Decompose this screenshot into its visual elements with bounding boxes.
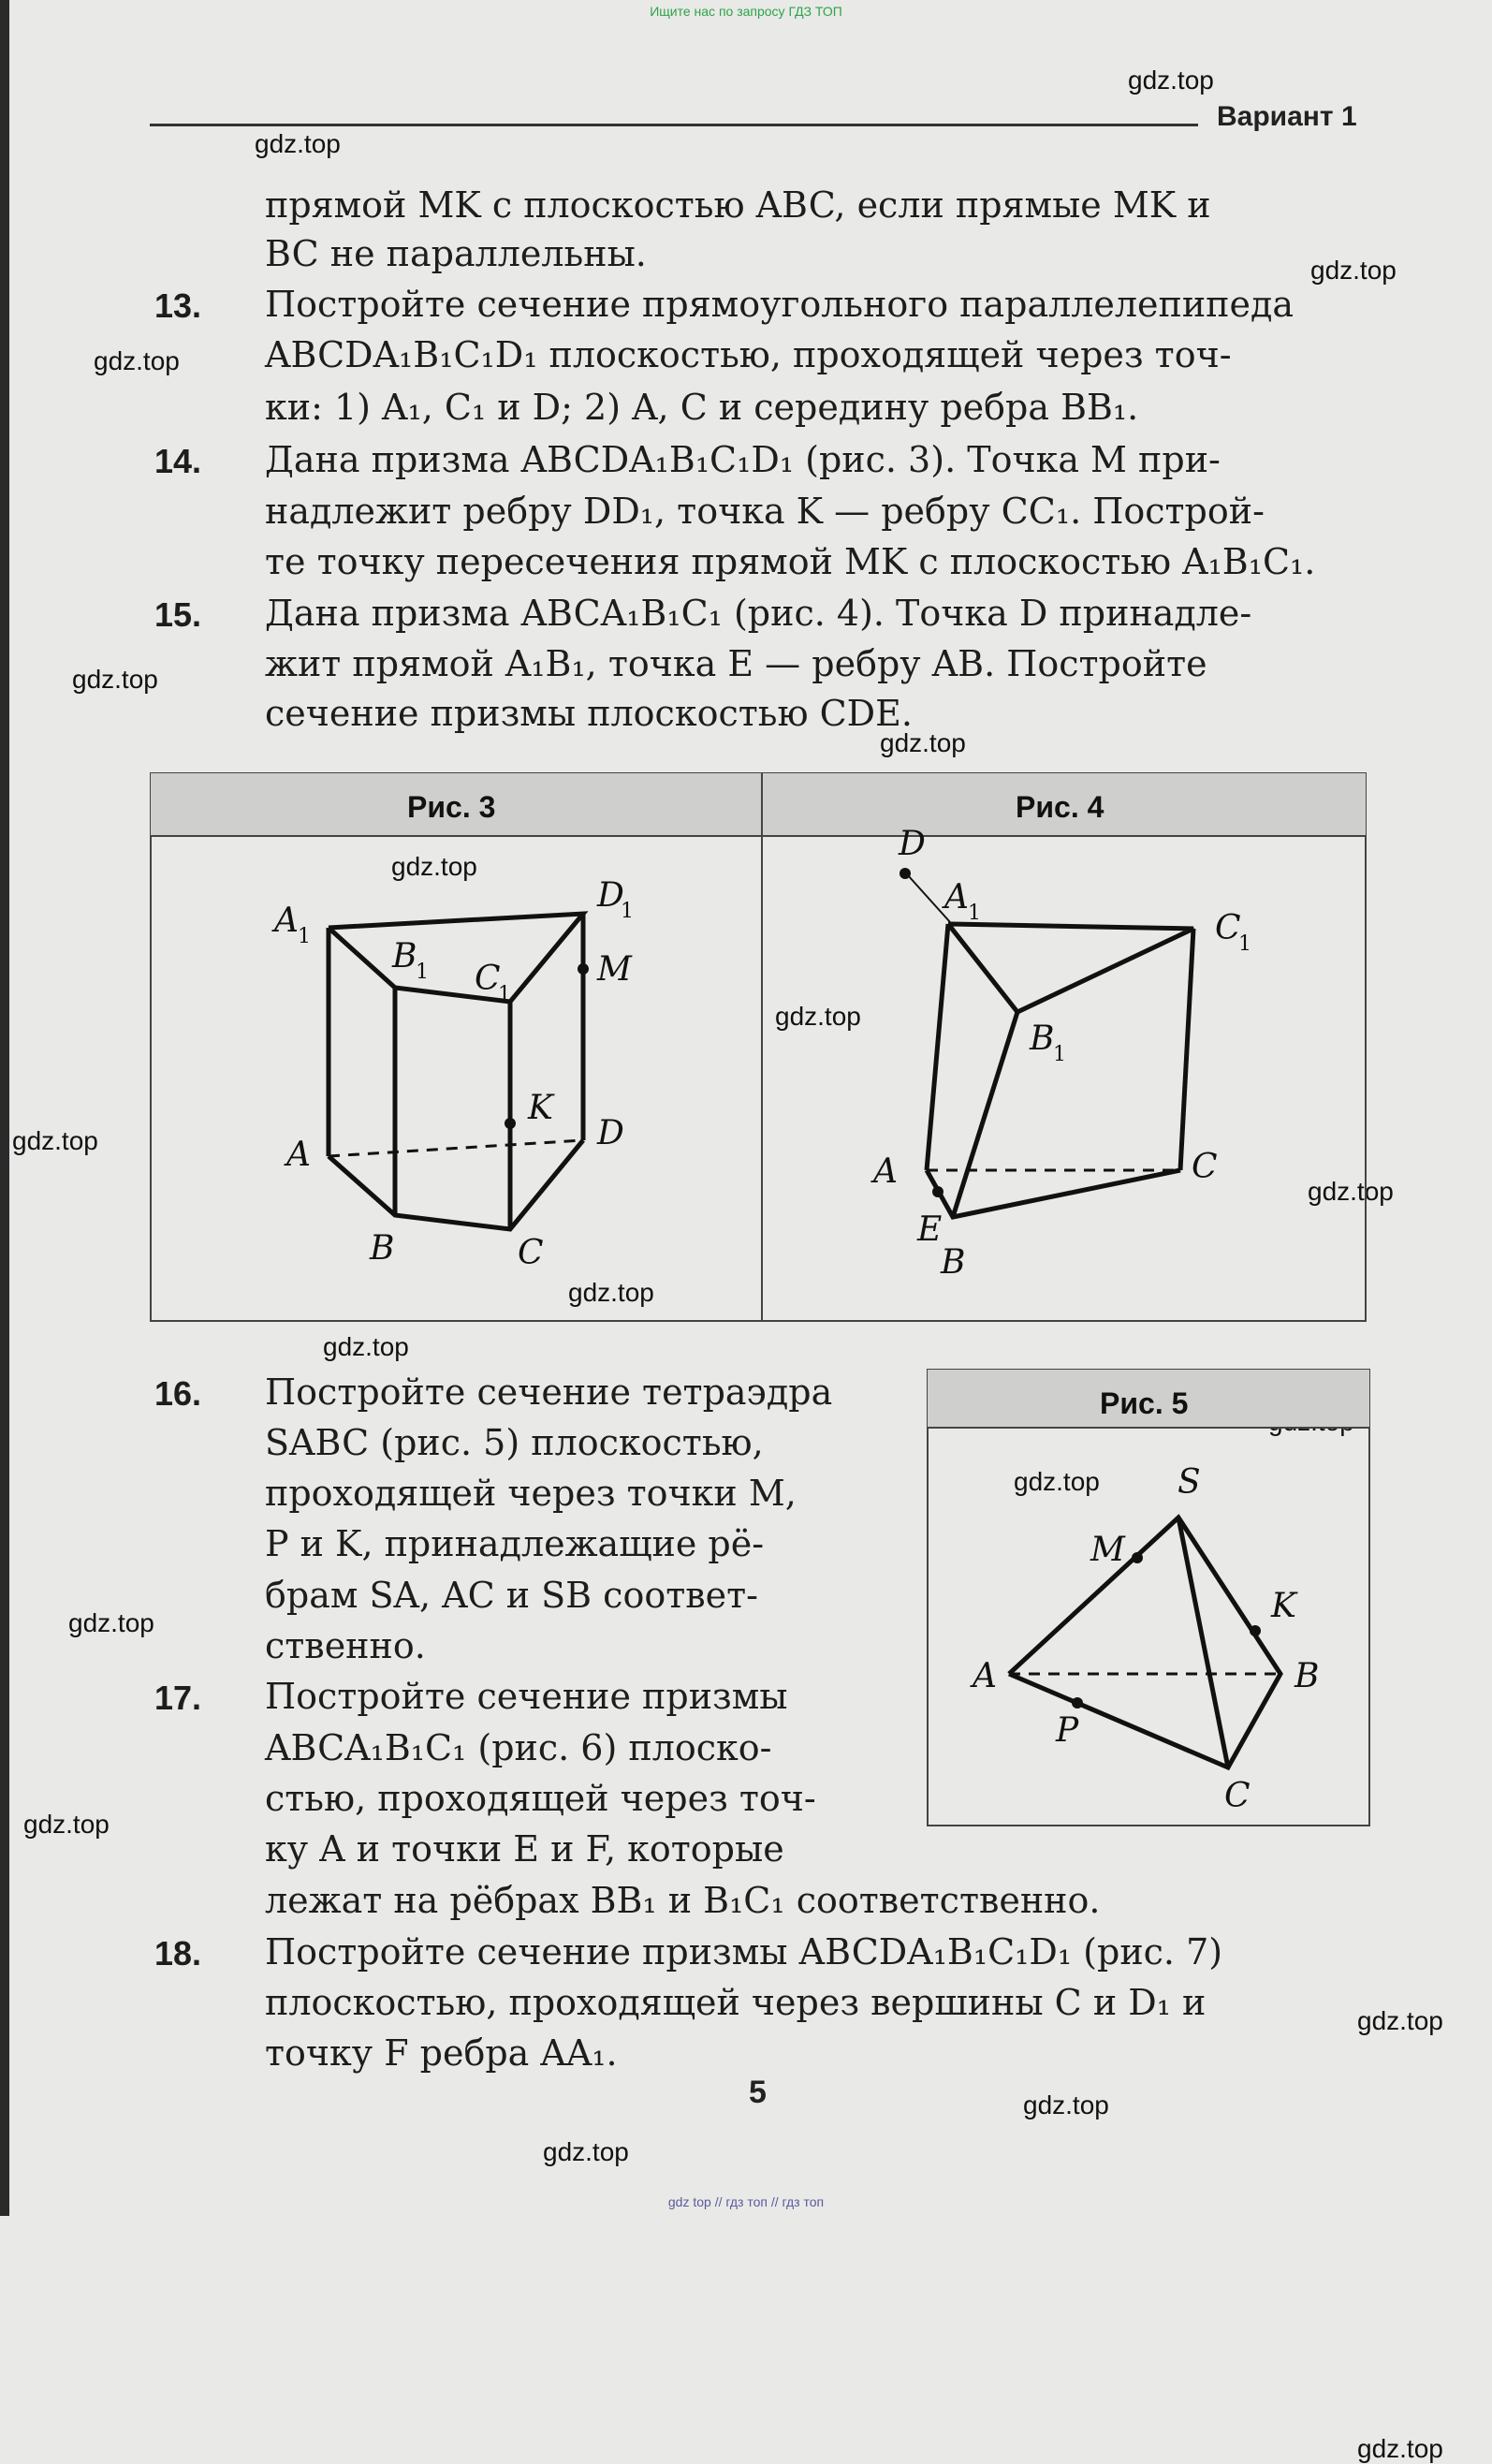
label-A: A	[873, 1152, 898, 1191]
watermark: gdz.top	[323, 1332, 409, 1361]
label-C1: C	[475, 960, 501, 998]
text-line: Постройте сечение призмы ABCDA₁B₁C₁D₁ (рис. 7)	[265, 1931, 1223, 1973]
watermark: gdz.top	[391, 852, 477, 881]
point-K	[1250, 1625, 1261, 1636]
point-E	[932, 1186, 943, 1197]
watermark: gdz.top	[1308, 1177, 1394, 1206]
fig3-title: Рис. 3	[407, 790, 496, 824]
text-line: надлежит ребру DD₁, точка K — ребру CC₁. Построй-	[265, 491, 1265, 532]
text-line: Постройте сечение призмы	[265, 1676, 788, 1717]
watermark: gdz.top	[72, 665, 158, 694]
label-E: E	[917, 1210, 943, 1249]
watermark: gdz.top	[1014, 1467, 1100, 1496]
point-D	[900, 868, 911, 879]
fig3-prism	[329, 914, 583, 1229]
label-D: D	[899, 825, 926, 863]
problem-number: 17.	[154, 1679, 202, 1717]
text-line: проходящей через точки M,	[265, 1473, 797, 1514]
page-number: 5	[749, 2075, 767, 2110]
label-B: B	[1295, 1657, 1320, 1695]
label-A1: A	[944, 878, 969, 917]
text-line: точку F ребра AA₁.	[265, 2032, 618, 2074]
label-K: K	[528, 1089, 553, 1127]
label-sub: 1	[1238, 932, 1251, 956]
text-line: лежат на рёбрах BB₁ и B₁C₁ соответственно.	[265, 1880, 1101, 1921]
label-A: A	[286, 1136, 311, 1174]
label-A1: A	[274, 902, 299, 940]
text-line: прямой MK с плоскостью ABC, если прямые MK и	[265, 184, 1211, 226]
watermark: gdz.top	[1128, 66, 1214, 95]
text-line: ственно.	[265, 1625, 426, 1666]
text-line: жит прямой A₁B₁, точка E — ребру AB. Постройте	[265, 643, 1207, 684]
label-C: C	[1192, 1148, 1218, 1186]
label-B: B	[941, 1243, 966, 1282]
label-M: M	[597, 950, 632, 989]
watermark: gdz.top	[880, 728, 966, 757]
text-line: ку A и точки E и F, которые	[265, 1828, 784, 1870]
problem-number: 13.	[154, 286, 202, 325]
text-line: сечение призмы плоскостью CDE.	[265, 693, 913, 734]
label-sub: 1	[416, 961, 429, 984]
label-A: A	[973, 1657, 997, 1695]
label-D: D	[597, 1114, 624, 1152]
page-edge	[0, 0, 9, 2216]
label-sub: 1	[968, 902, 981, 925]
label-sub: 1	[298, 925, 311, 948]
bottom-banner: gdz top // гдз топ // гдз топ	[667, 2194, 825, 2209]
text-line: Постройте сечение тетраэдра	[265, 1371, 833, 1413]
label-M: M	[1090, 1531, 1125, 1569]
text-line: плоскостью, проходящей через вершины C и D₁ и	[265, 1982, 1207, 2023]
label-sub: 1	[621, 900, 634, 923]
watermark: gdz.top	[12, 1126, 98, 1155]
point-M	[1132, 1552, 1143, 1563]
watermark: gdz.top	[68, 1608, 154, 1637]
label-C1: C	[1215, 909, 1241, 947]
text-line: P и K, принадлежащие рё-	[265, 1523, 765, 1564]
text-line: стью, проходящей через точ-	[265, 1778, 816, 1819]
label-K: K	[1271, 1587, 1296, 1625]
fig5-title: Рис. 5	[1100, 1386, 1189, 1420]
fig4-title: Рис. 4	[1016, 790, 1104, 824]
text-line: ABCA₁B₁C₁ (рис. 6) плоско-	[265, 1727, 772, 1768]
problem-number: 18.	[154, 1934, 202, 1973]
top-banner: Ищите нас по запросу ГДЗ ТОП	[650, 4, 842, 19]
variant-label: Вариант 1	[1217, 101, 1357, 132]
text-line: BC не параллельны.	[265, 233, 647, 274]
watermark: gdz.top	[1357, 2434, 1443, 2463]
label-C: C	[518, 1234, 544, 1272]
text-line: ки: 1) A₁, C₁ и D; 2) A, C и середину ребра BB₁.	[265, 387, 1139, 428]
problem-number: 15.	[154, 595, 202, 634]
point-M	[578, 963, 589, 975]
text-line: Постройте сечение прямоугольного параллелепипеда	[265, 284, 1295, 325]
text-line: SABC (рис. 5) плоскостью,	[265, 1422, 764, 1463]
label-B1: B	[1030, 1019, 1055, 1058]
label-B1: B	[392, 937, 417, 975]
text-line: Дана призма ABCDA₁B₁C₁D₁ (рис. 3). Точка M при-	[265, 439, 1221, 480]
label-D1: D	[597, 876, 624, 915]
watermark: gdz.top	[23, 1810, 110, 1839]
watermark: gdz.top	[94, 346, 180, 375]
label-S: S	[1178, 1463, 1201, 1502]
text-line: Дана призма ABCA₁B₁C₁ (рис. 4). Точка D принадле-	[265, 593, 1252, 634]
label-sub: 1	[1053, 1043, 1066, 1066]
label-C: C	[1224, 1777, 1251, 1815]
watermark: gdz.top	[1310, 256, 1397, 285]
problem-number: 14.	[154, 442, 202, 480]
watermark: gdz.top	[255, 129, 341, 158]
header-rule	[150, 124, 1198, 126]
text-line: брам SA, AC и SB соответ-	[265, 1575, 758, 1616]
text-line: те точку пересечения прямой MK с плоскостью A₁B₁C₁.	[265, 541, 1316, 582]
label-B: B	[370, 1229, 395, 1268]
text-line: ABCDA₁B₁C₁D₁ плоскостью, проходящей через точ-	[265, 334, 1232, 375]
problem-number: 16.	[154, 1374, 202, 1413]
label-sub: 1	[498, 983, 511, 1006]
watermark: gdz.top	[775, 1002, 861, 1031]
watermark: gdz.top	[543, 2137, 629, 2166]
watermark: gdz.top	[1023, 2090, 1109, 2119]
watermark: gdz.top	[1357, 2006, 1443, 2035]
watermark: gdz.top	[568, 1278, 654, 1307]
point-K	[505, 1118, 516, 1129]
figure-header-band	[151, 773, 1366, 836]
label-P: P	[1056, 1711, 1079, 1750]
figures-3-4	[150, 772, 1367, 1325]
